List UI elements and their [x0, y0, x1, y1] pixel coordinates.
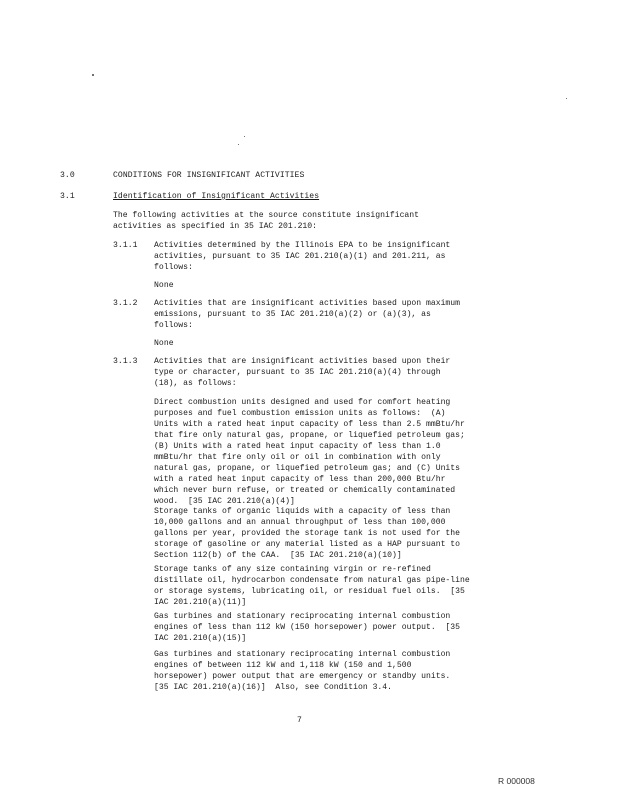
item-line: follows:	[154, 263, 193, 272]
item-value: None	[154, 281, 174, 290]
item-text	[154, 240, 450, 273]
paragraph-line: gallons per year, provided the storage tank is not used for the	[154, 529, 460, 538]
paragraph-line: storage of gasoline or any material listed as a HAP pursuant to	[154, 540, 460, 549]
intro-line: activities as specified in 35 IAC 201.210:	[113, 222, 317, 231]
paragraph-line: wood. [35 IAC 201.210(a)(4)]	[154, 497, 295, 506]
paragraph-line: Gas turbines and stationary reciprocating internal combustion	[154, 650, 451, 659]
item-number: 3.1.1	[113, 241, 138, 250]
oil-storage-tanks-paragraph	[154, 564, 470, 608]
paragraph-line: purposes and fuel combustion emission units as follows: (A)	[154, 409, 446, 418]
item-line: (18), as follows:	[154, 379, 237, 388]
small-turbines-paragraph	[154, 611, 460, 644]
item-number: 3.1.3	[113, 357, 138, 366]
scan-speck	[92, 74, 94, 76]
item-text	[154, 356, 450, 389]
paragraph-line: that fire only natural gas, propane, or liquefied petroleum gas;	[154, 431, 465, 440]
paragraph-line: with a rated heat input capacity of less than 200,000 Btu/hr	[154, 475, 446, 484]
paragraph-line: natural gas, propane, or liquefied petroleum gas; and (C) Units	[154, 464, 460, 473]
item-line: activities, pursuant to 35 IAC 201.210(a)(1) and 201.211, as	[154, 252, 446, 261]
bates-number: R 000008	[498, 776, 535, 786]
paragraph-line: Section 112(b) of the CAA. [35 IAC 201.210(a)(10)]	[154, 551, 402, 560]
paragraph-line: (B) Units with a rated heat input capacity of less than 1.0	[154, 442, 441, 451]
item-line: follows:	[154, 321, 193, 330]
item-line: Activities determined by the Illinois EPA to be insignificant	[154, 241, 451, 250]
page-number: 7	[297, 716, 302, 725]
subsection-number: 3.1	[60, 192, 75, 201]
paragraph-line: Direct combustion units designed and used for comfort heating	[154, 398, 451, 407]
paragraph-line: engines of between 112 kW and 1,118 kW (150 and 1,500	[154, 661, 412, 670]
item-text	[154, 298, 460, 331]
intro-line: The following activities at the source constitute insignificant	[113, 211, 419, 220]
item-value: None	[154, 339, 174, 348]
scan-speck	[566, 98, 567, 99]
subsection-intro	[113, 210, 419, 232]
item-line: Activities that are insignificant activities based upon their	[154, 357, 451, 366]
section-title: CONDITIONS FOR INSIGNIFICANT ACTIVITIES	[113, 171, 305, 180]
scan-speck	[238, 144, 239, 145]
organic-storage-tanks-paragraph	[154, 506, 460, 561]
paragraph-line: IAC 201.210(a)(15)]	[154, 634, 247, 643]
paragraph-line: mmBtu/hr that fire only oil or oil in combination with only	[154, 453, 441, 462]
paragraph-line: or storage systems, lubricating oil, or residual fuel oils. [35	[154, 587, 465, 596]
paragraph-line: [35 IAC 201.210(a)(16)] Also, see Condition 3.4.	[154, 683, 392, 692]
scan-speck	[244, 136, 245, 137]
item-line: emissions, pursuant to 35 IAC 201.210(a)(2) or (a)(3), as	[154, 310, 431, 319]
combustion-units-paragraph	[154, 397, 465, 507]
paragraph-line: distillate oil, hydrocarbon condensate from natural gas pipe-line	[154, 576, 470, 585]
paragraph-line: Units with a rated heat input capacity of less than 2.5 mmBtu/hr	[154, 420, 465, 429]
paragraph-line: IAC 201.210(a)(11)]	[154, 598, 247, 607]
paragraph-line: 10,000 gallons and an annual throughput of less than 100,000	[154, 518, 446, 527]
paragraph-line: engines of less than 112 kW (150 horsepower) power output. [35	[154, 623, 460, 632]
item-line: Activities that are insignificant activities based upon maximum	[154, 299, 460, 308]
subsection-title: Identification of Insignificant Activities	[113, 192, 320, 201]
section-number: 3.0	[60, 171, 75, 180]
paragraph-line: Storage tanks of organic liquids with a capacity of less than	[154, 507, 451, 516]
emergency-turbines-paragraph	[154, 649, 450, 693]
paragraph-line: horsepower) power output that are emergency or standby units.	[154, 672, 451, 681]
paragraph-line: which never burn refuse, or treated or chemically contaminated	[154, 486, 456, 495]
paragraph-line: Gas turbines and stationary reciprocating internal combustion	[154, 612, 451, 621]
paragraph-line: Storage tanks of any size containing virgin or re-refined	[154, 565, 431, 574]
item-line: type or character, pursuant to 35 IAC 201.210(a)(4) through	[154, 368, 441, 377]
item-number: 3.1.2	[113, 299, 138, 308]
